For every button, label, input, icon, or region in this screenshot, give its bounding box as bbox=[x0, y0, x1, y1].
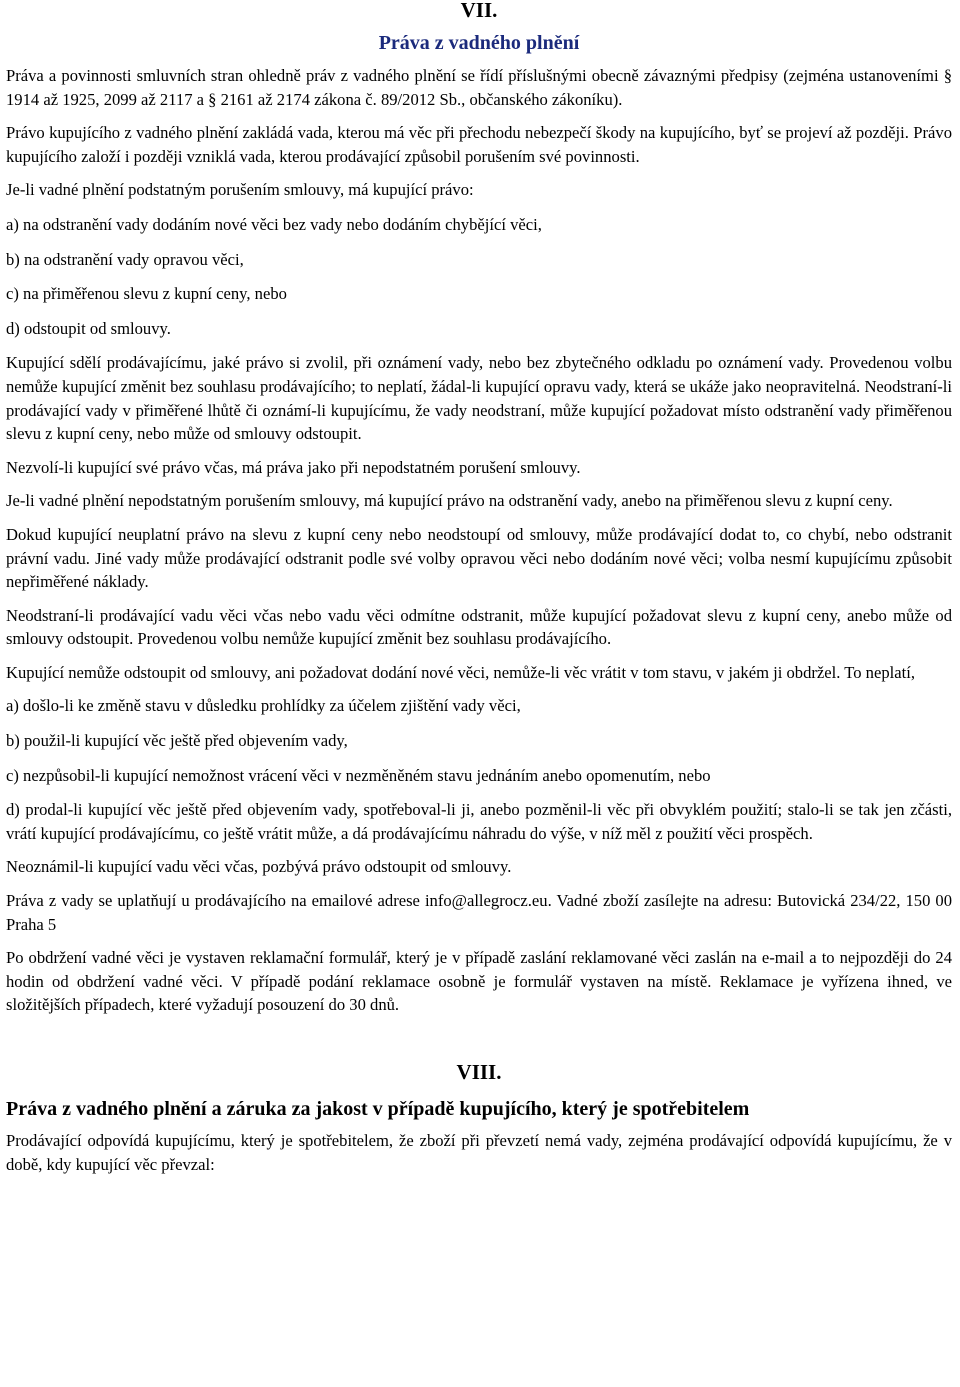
paragraph: Po obdržení vadné věci je vystaven reklamační formulář, který je v případě zaslání reklamované věci zaslán na e-mail a to nejpozději do 24 hodin od obdržení vadné věci. V případě podání reklamace osobně je formulář vystaven na místě. Reklamace je vyřízena ihned, ve složitějších případech, které vyžadují posouzení do 30 dnů. bbox=[6, 948, 952, 1015]
paragraph: Práva z vady se uplatňují u prodávajícího na emailové adrese info@allegrocz.eu. Vadné zboží zasílejte na adresu: Butovická 234/22, 150 00 Praha 5 bbox=[6, 891, 952, 934]
paragraph: Práva a povinnosti smluvních stran ohledně práv z vadného plnění se řídí příslušnými obecně závaznými předpisy (zejména ustanoveními § 1914 až 1925, 2099 až 2117 a § 2161 až 2174 zákona č. 89/2012 Sb., občanského zákoníku). bbox=[6, 66, 952, 109]
paragraph: Kupující sdělí prodávajícímu, jaké právo si zvolil, při oznámení vady, nebo bez zbytečného odkladu po oznámení vady. Provedenou volbu nemůže kupující změnit bez souhlasu prodávajícího; to neplatí, žádal-li kupující opravu vady, která se ukáže jako neopravitelná. Neodstraní-li prodávající vady v přiměřené lhůtě či oznámí-li kupujícímu, že vady neodstraní, může kupující požadovat místo odstranění vady přiměřenou slevu z kupní ceny, nebo může od smlouvy odstoupit. bbox=[6, 353, 952, 444]
paragraph: Kupující nemůže odstoupit od smlouvy, ani požadovat dodání nové věci, nemůže-li věc vrátit v tom stavu, v jakém ji obdržel. To neplatí, bbox=[6, 662, 915, 682]
list-item: c) nezpůsobil-li kupující nemožnost vrácení věci v nezměněném stavu jednáním anebo opomenutím, nebo bbox=[6, 765, 711, 785]
paragraph: Dokud kupující neuplatní právo na slevu z kupní ceny nebo neodstoupí od smlouvy, může prodávající dodat to, co chybí, nebo odstranit právní vadu. Jiné vady může prodávající odstranit podle své volby opravou věci nebo dodáním nové věci; volba nesmí kupujícímu způsobit nepřiměřené náklady. bbox=[6, 524, 952, 592]
paragraph: Nezvolí-li kupující své právo včas, má práva jako při nepodstatném porušení smlouvy. bbox=[6, 457, 581, 477]
paragraph: Právo kupujícího z vadného plnění zakládá vada, kterou má věc při přechodu nebezpečí škody na kupujícího, byť se projeví až později. Právo kupujícího založí i později vzniklá vada, kterou prodávající způsobil porušením své povinnosti. bbox=[6, 123, 952, 166]
paragraph: Je-li vadné plnění podstatným porušením smlouvy, má kupující právo: bbox=[6, 180, 474, 200]
paragraph: Prodávající odpovídá kupujícímu, který je spotřebitelem, že zboží při převzetí nemá vady, zejména prodávající odpovídá kupujícímu, že v době, kdy kupující věc převzal: bbox=[6, 1131, 952, 1174]
paragraph: Neoznámil-li kupující vadu věci včas, pozbývá právo odstoupit od smlouvy. bbox=[6, 857, 512, 877]
paragraph: Je-li vadné plnění nepodstatným porušením smlouvy, má kupující právo na odstranění vady, anebo na přiměřenou slevu z kupní ceny. bbox=[6, 491, 893, 511]
paragraph: Neodstraní-li prodávající vadu věci včas nebo vadu věci odmítne odstranit, může kupující požadovat slevu z kupní ceny, anebo může od smlouvy odstoupit. Provedenou volbu nemůže kupující změnit bez souhlasu prodávajícího. bbox=[6, 605, 952, 649]
list-item: a) na odstranění vady dodáním nové věci bez vady nebo dodáním chybějící věci, bbox=[6, 214, 542, 234]
list-item: a) došlo-li ke změně stavu v důsledku prohlídky za účelem zjištění vady věci, bbox=[6, 696, 521, 716]
list-item: b) na odstranění vady opravou věci, bbox=[6, 249, 244, 269]
list-item: d) prodal-li kupující věc ještě před objevením vady, spotřeboval-li ji, anebo pozměnil-li věc při obvyklém použití; stalo-li se tak jen zčásti, vrátí kupující prodávajícímu, co ještě vrátit může, a dá prodávajícímu náhradu do výše, v níž měl z použití věci prospěch. bbox=[6, 800, 952, 843]
section-title: Práva z vadného plnění bbox=[378, 32, 580, 54]
list-item: c) na přiměřenou slevu z kupní ceny, nebo bbox=[6, 284, 287, 304]
section-title: Práva z vadného plnění a záruka za jakost v případě kupujícího, který je spotřebitelem bbox=[6, 1098, 750, 1120]
list-item: b) použil-li kupující věc ještě před objevením vady, bbox=[6, 731, 348, 751]
section-number: VII. bbox=[460, 0, 498, 22]
list-item: d) odstoupit od smlouvy. bbox=[6, 318, 171, 338]
section-number: VIII. bbox=[456, 1060, 502, 1084]
